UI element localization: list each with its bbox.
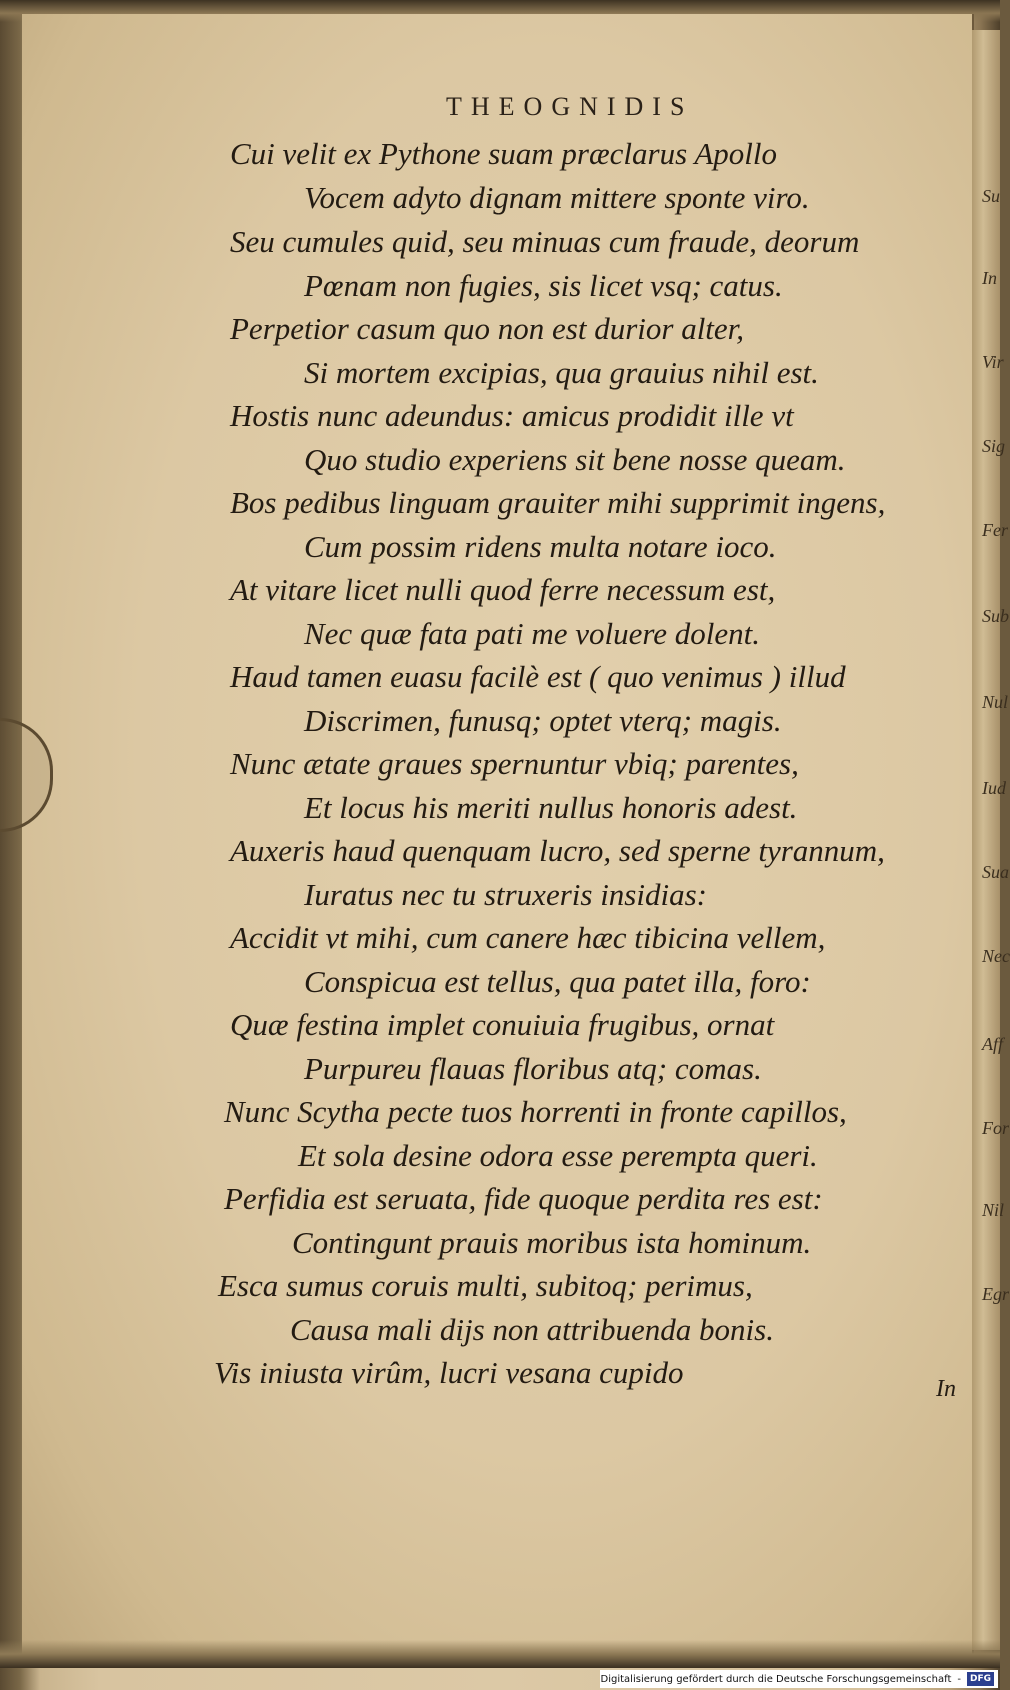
margin-note: Vir	[982, 352, 1004, 372]
verse-line: Vis iniusta virûm, lucri vesana cupido	[214, 1355, 684, 1390]
running-header: THEOGNIDIS	[446, 92, 694, 121]
margin-note: Nil	[982, 1200, 1005, 1220]
verse-line: Contingunt prauis moribus ista hominum.	[292, 1225, 812, 1260]
verse-line: Auxeris haud quenquam lucro, sed sperne tyrannum,	[230, 833, 885, 868]
dfg-logo: DFG	[967, 1672, 994, 1686]
verse-line: Nec quæ fata pati me voluere dolent.	[304, 616, 761, 651]
verse-line: Purpureu flauas floribus atq; comas.	[304, 1051, 762, 1086]
credit-text: Digitalisierung gefördert durch die Deutsche Forschungsgemeinschaft	[600, 1673, 952, 1685]
verse-line: Hostis nunc adeundus: amicus prodidit ille vt	[230, 398, 794, 433]
verse-line: Quo studio experiens sit bene nosse queam.	[304, 442, 846, 477]
verse-line: Si mortem excipias, qua grauius nihil est.	[304, 355, 819, 390]
verse-line: Seu cumules quid, seu minuas cum fraude, deorum	[230, 224, 860, 259]
margin-note: Sua	[982, 862, 1009, 882]
verse-line: Pœnam non fugies, sis licet vsq; catus.	[304, 268, 783, 303]
margin-note: Sig	[982, 436, 1006, 456]
verse-line: Accidit vt mihi, cum canere hæc tibicina vellem,	[230, 920, 826, 955]
margin-note: Nec	[982, 946, 1010, 966]
digitization-credit: Digitalisierung gefördert durch die Deutsche Forschungsgemeinschaft - DFG	[600, 1670, 998, 1688]
catchword: In	[936, 1376, 956, 1402]
verse-line: Cui velit ex Pythone suam præclarus Apollo	[230, 136, 778, 171]
verse-line: Esca sumus coruis multi, subitoq; perimus,	[218, 1268, 753, 1303]
verse-line: At vitare licet nulli quod ferre necessum est,	[230, 572, 776, 607]
verse-line: Conspicua est tellus, qua patet illa, foro:	[304, 964, 811, 999]
verse-line: Cum possim ridens multa notare ioco.	[304, 529, 777, 564]
margin-note: Nul	[982, 692, 1009, 712]
margin-note: Iud	[982, 778, 1006, 798]
verse-line: Haud tamen euasu facilè est ( quo venimus ) illud	[230, 659, 846, 694]
verse-line: Et locus his meriti nullus honoris adest.	[304, 790, 798, 825]
verse-line: Perpetior casum quo non est durior alter,	[230, 311, 745, 346]
verse-line: Iuratus nec tu struxeris insidias:	[304, 877, 707, 912]
margin-note: Sub	[982, 606, 1009, 626]
verse-line: Vocem adyto dignam mittere sponte viro.	[304, 180, 810, 215]
margin-note: Aff	[982, 1034, 1003, 1054]
margin-note: For	[982, 1118, 1009, 1138]
verse-line: Causa mali dijs non attribuenda bonis.	[290, 1312, 774, 1347]
verse-line: Nunc Scytha pecte tuos horrenti in fronte capillos,	[224, 1094, 847, 1129]
verse-line: Discrimen, funusq; optet vterq; magis.	[304, 703, 782, 738]
verse-line: Bos pedibus linguam grauiter mihi supprimit ingens,	[230, 485, 886, 520]
margin-note: Su	[982, 186, 1000, 206]
verse-line: Quæ festina implet conuiuia frugibus, ornat	[230, 1007, 775, 1042]
verse-line: Et sola desine odora esse perempta queri.	[298, 1138, 818, 1173]
verse-line: Perfidia est seruata, fide quoque perdita res est:	[224, 1181, 823, 1216]
verse-line: Nunc ætate graues spernuntur vbiq; parentes,	[230, 746, 799, 781]
margin-note: Egr	[982, 1284, 1009, 1304]
margin-note: Fer	[982, 520, 1008, 540]
margin-note: In	[982, 268, 997, 288]
